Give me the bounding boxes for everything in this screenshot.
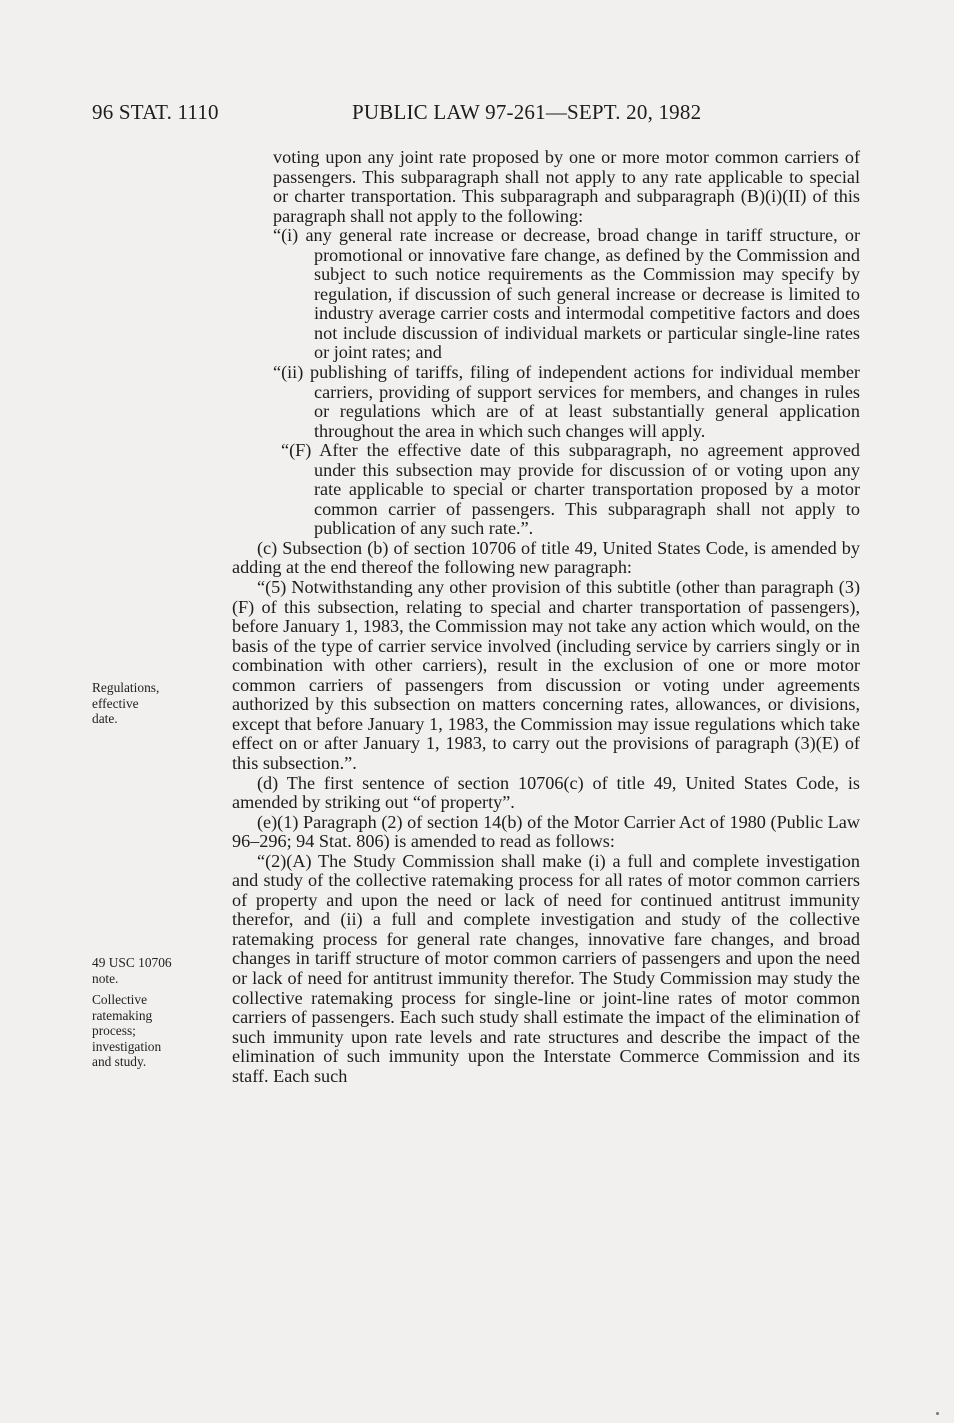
subsection-c: (c) Subsection (b) of section 10706 of title 49, United States Code, is amended by adding at the end thereof the following new paragraph: <box>232 537 860 578</box>
paragraph-continuation: voting upon any joint rate proposed by one or more motor common carriers of passengers. This subparagraph shall not apply to any rate applicable to special or charter transportation. This subparagraph and subparagraph (B)(i)(II) of this paragraph shall not apply to the following: <box>273 147 860 226</box>
margin-note-line: investigation <box>92 1038 162 1054</box>
scan-speck <box>936 1412 939 1415</box>
margin-note-line: note. <box>92 970 119 986</box>
clause-ii: “(ii) publishing of tariffs, filing of independent actions for individual member carriers, providing of support services for members, and changes in rules or regulations which are of at least substantially general application throughout the area in which such changes will apply. <box>273 362 860 441</box>
margin-note-line: date. <box>92 711 118 726</box>
margin-note-line: effective <box>92 695 139 711</box>
clause-i: “(i) any general rate increase or decrease, broad change in tariff structure, or promotional or innovative fare change, as defined by the Commission and subject to such notice requirements as the Commission may specify by regulation, if discussion of such general increase or decrease is limited to industry average carrier costs and intermodal competitive factors and does not include discussion of individual markets or particular single-line rates or joint rates; and <box>273 225 860 363</box>
paragraph-5: “(5) Notwithstanding any other provision of this subtitle (other than paragraph (3)(F) of this subsection, relating to special and charter transportation of passengers), before January 1, 1983, the Commission may not take any action which would, on the basis of the type of carrier service involved (including service by carriers singly or in combination with other carriers), result in the exclusion of one or more motor common carriers of passengers from discussion or voting under agreements authorized by this subsection on matters concerning rates, allowances, or divisions, except that before January 1, 1983, the Commission may issue regulations which take effect on or after January 1, 1983, to carry out the provisions of paragraph (3)(E) of this subsection.”. <box>232 577 860 773</box>
paragraph-2a: “(2)(A) The Study Commission shall make (i) a full and complete investigation and study of the collective ratemaking process for all rates of motor common carriers of property and upon the need or lack of need for continued antitrust immunity therefor, and (ii) a full and complete investigation and study of the collective ratemaking process for general rate changes, innovative fare changes, and broad changes in tariff structure of motor common carriers of passengers and upon the need or lack of need for antitrust immunity therefor. The Study Commission may study the collective ratemaking process for single-line or joint-line rates of motor common carriers of passengers. Each such study shall estimate the impact of the elimination of such immunity upon rate levels and rate structures and describe the impact of the elimination of such immunity upon the Interstate Commerce Commission and its staff. Each such <box>232 850 860 1086</box>
margin-note-regulations <box>92 680 202 727</box>
margin-note-usc <box>92 955 202 1070</box>
margin-note-line: process; <box>92 1023 136 1038</box>
statute-citation: 96 STAT. 1110 <box>92 100 219 124</box>
margin-note-line: ratemaking <box>92 1007 153 1023</box>
margin-note-line: Collective <box>92 992 148 1007</box>
margin-note-line: 49 USC 10706 <box>92 955 172 970</box>
statute-body <box>232 148 860 1086</box>
margin-note-line: Regulations, <box>92 680 160 695</box>
margin-note-line: and study. <box>92 1054 147 1069</box>
subsection-d: (d) The first sentence of section 10706(c) of title 49, United States Code, is amended by striking out “of property”. <box>232 772 860 813</box>
subparagraph-f: “(F) After the effective date of this subparagraph, no agreement approved under this subsection may provide for discussion of or voting upon any rate applicable to special or charter transportation proposed by a motor common carrier of passengers. This subparagraph shall not apply to publication of any such rate.”. <box>281 440 860 539</box>
page-title: PUBLIC LAW 97-261—SEPT. 20, 1982 <box>352 100 702 124</box>
subsection-e1: (e)(1) Paragraph (2) of section 14(b) of the Motor Carrier Act of 1980 (Public Law 96–296; 94 Stat. 806) is amended to read as follows: <box>232 811 860 852</box>
